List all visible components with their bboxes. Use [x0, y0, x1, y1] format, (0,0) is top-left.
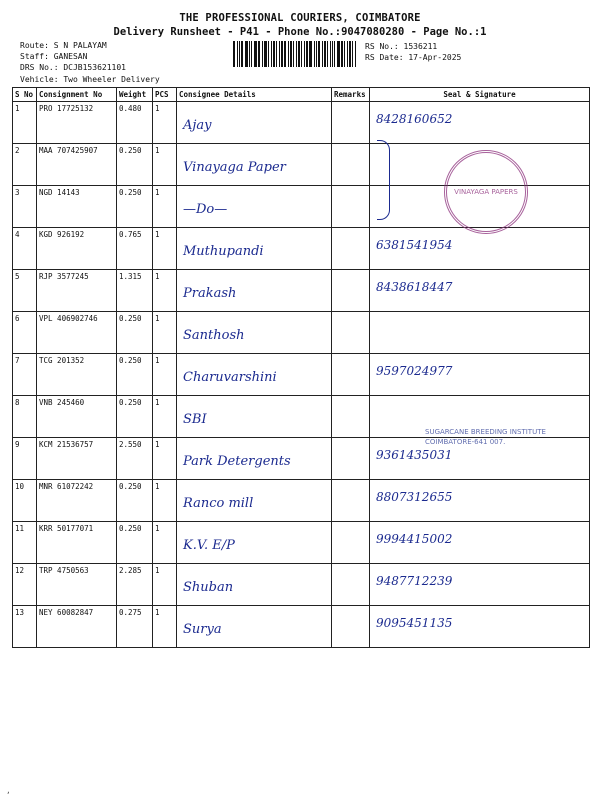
staff-label: Staff: GANESAN [20, 52, 88, 61]
meta-left [20, 40, 126, 73]
remarks-cell [332, 228, 370, 270]
signature-cell [370, 228, 590, 270]
weight-cell: 0.250 [117, 522, 153, 564]
consignment-cell: MAA 707425907 [37, 144, 117, 186]
sno-cell: 4 [13, 228, 37, 270]
consignee-handwriting: Ranco mill [183, 496, 254, 511]
remarks-cell [332, 102, 370, 144]
signature-handwriting: 9095451135 [376, 616, 453, 630]
pcs-cell: 1 [153, 144, 177, 186]
route-label: Route: S N PALAYAM [20, 41, 107, 50]
col-pcs: PCS [153, 88, 177, 102]
barcode [233, 41, 357, 67]
signature-cell [370, 270, 590, 312]
table-row [13, 564, 590, 606]
remarks-cell [332, 396, 370, 438]
consignee-cell [177, 480, 332, 522]
signature-handwriting: 9361435031 [376, 448, 453, 462]
sno-cell: 3 [13, 186, 37, 228]
signature-handwriting [372, 314, 587, 322]
institute-stamp-line2: COIMBATORE-641 007. [425, 438, 506, 446]
col-sno: S No [13, 88, 37, 102]
sno-cell: 8 [13, 396, 37, 438]
remarks-cell [332, 522, 370, 564]
rs-date: RS Date: 17-Apr-2025 [365, 53, 462, 62]
consignment-cell: TCG 201352 [37, 354, 117, 396]
signature-handwriting: 6381541954 [376, 238, 453, 252]
weight-cell: 0.250 [117, 312, 153, 354]
remarks-cell [332, 270, 370, 312]
signature-cell [370, 522, 590, 564]
weight-cell: 1.315 [117, 270, 153, 312]
consignment-cell: NGD 14143 [37, 186, 117, 228]
weight-cell: 0.765 [117, 228, 153, 270]
sno-cell: 12 [13, 564, 37, 606]
signature-handwriting [372, 398, 587, 406]
pcs-cell: 1 [153, 270, 177, 312]
consignee-handwriting: SBI [183, 412, 207, 427]
weight-cell: 0.250 [117, 396, 153, 438]
signature-cell [370, 606, 590, 648]
consignment-cell: MNR 61072242 [37, 480, 117, 522]
sno-cell: 10 [13, 480, 37, 522]
pcs-cell: 1 [153, 522, 177, 564]
remarks-cell [332, 564, 370, 606]
signature-cell [370, 312, 590, 354]
meta-right [365, 41, 461, 63]
consignment-cell: PRO 17725132 [37, 102, 117, 144]
weight-cell: 0.250 [117, 354, 153, 396]
pcs-cell: 1 [153, 606, 177, 648]
vehicle-label: Vehicle: Two Wheeler Delivery [20, 75, 160, 84]
pcs-cell: 1 [153, 312, 177, 354]
consignment-cell: KRR 50177071 [37, 522, 117, 564]
consignee-handwriting: Ajay [183, 118, 212, 133]
institute-stamp-line1: SUGARCANE BREEDING INSTITUTE [425, 428, 546, 436]
weight-cell: 0.250 [117, 480, 153, 522]
consignee-cell [177, 522, 332, 564]
signature-handwriting: 8807312655 [376, 490, 453, 504]
pcs-cell: 1 [153, 396, 177, 438]
consignee-cell [177, 312, 332, 354]
round-seal-text: VINAYAGA PAPERS [454, 188, 518, 196]
table-row [13, 606, 590, 648]
consignee-cell [177, 438, 332, 480]
consignment-cell: KCM 21536757 [37, 438, 117, 480]
consignee-handwriting: Shuban [183, 580, 234, 595]
sno-cell: 13 [13, 606, 37, 648]
pcs-cell: 1 [153, 354, 177, 396]
signature-handwriting: 9487712239 [376, 574, 453, 588]
sno-cell: 1 [13, 102, 37, 144]
pcs-cell: 1 [153, 186, 177, 228]
runsheet-header [0, 12, 600, 38]
signature-cell [370, 102, 590, 144]
consignment-cell: TRP 4750563 [37, 564, 117, 606]
sno-cell: 7 [13, 354, 37, 396]
consignee-handwriting: —Do— [183, 202, 228, 217]
pcs-cell: 1 [153, 438, 177, 480]
weight-cell: 2.285 [117, 564, 153, 606]
weight-cell: 2.550 [117, 438, 153, 480]
signature-cell [370, 564, 590, 606]
consignee-handwriting: Surya [183, 622, 222, 637]
weight-cell: 0.480 [117, 102, 153, 144]
pcs-cell: 1 [153, 228, 177, 270]
consignee-handwriting: Park Detergents [183, 454, 291, 469]
table-header-row [13, 88, 590, 102]
remarks-cell [332, 354, 370, 396]
table-row [13, 270, 590, 312]
pcs-cell: 1 [153, 102, 177, 144]
table-row [13, 312, 590, 354]
consignee-handwriting: Prakash [183, 286, 237, 301]
remarks-cell [332, 186, 370, 228]
consignee-cell [177, 228, 332, 270]
sno-cell: 11 [13, 522, 37, 564]
consignee-cell [177, 354, 332, 396]
consignee-cell [177, 606, 332, 648]
table-row [13, 354, 590, 396]
col-consignee: Consignee Details [177, 88, 332, 102]
round-seal-stamp [444, 150, 528, 234]
consignee-cell [177, 564, 332, 606]
signature-handwriting: 8438618447 [376, 280, 453, 294]
col-remarks: Remarks [332, 88, 370, 102]
page-mark: , [6, 786, 11, 795]
pcs-cell: 1 [153, 480, 177, 522]
consignee-handwriting: Charuvarshini [183, 370, 277, 385]
sno-cell: 2 [13, 144, 37, 186]
table-row [13, 522, 590, 564]
drs-number: DRS No.: DCJB153621101 [20, 63, 126, 72]
institute-stamp [425, 427, 546, 447]
consignee-cell [177, 270, 332, 312]
consignee-cell [177, 144, 332, 186]
sno-cell: 5 [13, 270, 37, 312]
weight-cell: 0.250 [117, 186, 153, 228]
pcs-cell: 1 [153, 564, 177, 606]
col-weight: Weight [117, 88, 153, 102]
table-row [13, 228, 590, 270]
remarks-cell [332, 312, 370, 354]
remarks-cell [332, 606, 370, 648]
consignee-handwriting: Santhosh [183, 328, 245, 343]
signature-cell [370, 480, 590, 522]
signature-cell [370, 354, 590, 396]
signature-handwriting: 9994415002 [376, 532, 453, 546]
weight-cell: 0.275 [117, 606, 153, 648]
consignee-cell [177, 186, 332, 228]
signature-handwriting: 9597024977 [376, 364, 453, 378]
consignment-cell: KGD 926192 [37, 228, 117, 270]
company-title: THE PROFESSIONAL COURIERS, COIMBATORE [179, 12, 421, 24]
remarks-cell [332, 480, 370, 522]
signature-handwriting: 8428160652 [376, 112, 453, 126]
consignment-cell: VNB 245460 [37, 396, 117, 438]
col-consignment: Consignment No [37, 88, 117, 102]
table-row [13, 102, 590, 144]
sno-cell: 6 [13, 312, 37, 354]
consignment-cell: VPL 406902746 [37, 312, 117, 354]
signature-brace [377, 140, 390, 220]
weight-cell: 0.250 [117, 144, 153, 186]
consignee-cell [177, 396, 332, 438]
runsheet-subtitle: Delivery Runsheet - P41 - Phone No.:9047080280 - Page No.:1 [113, 26, 487, 38]
consignee-handwriting: K.V. E/P [183, 538, 235, 553]
consignee-cell [177, 102, 332, 144]
table-row [13, 480, 590, 522]
consignee-handwriting: Vinayaga Paper [183, 160, 286, 175]
remarks-cell [332, 438, 370, 480]
col-signature: Seal & Signature [370, 88, 590, 102]
consignee-handwriting: Muthupandi [183, 244, 264, 259]
remarks-cell [332, 144, 370, 186]
consignment-cell: NEY 60082847 [37, 606, 117, 648]
sno-cell: 9 [13, 438, 37, 480]
rs-number: RS No.: 1536211 [365, 42, 438, 51]
consignment-cell: RJP 3577245 [37, 270, 117, 312]
